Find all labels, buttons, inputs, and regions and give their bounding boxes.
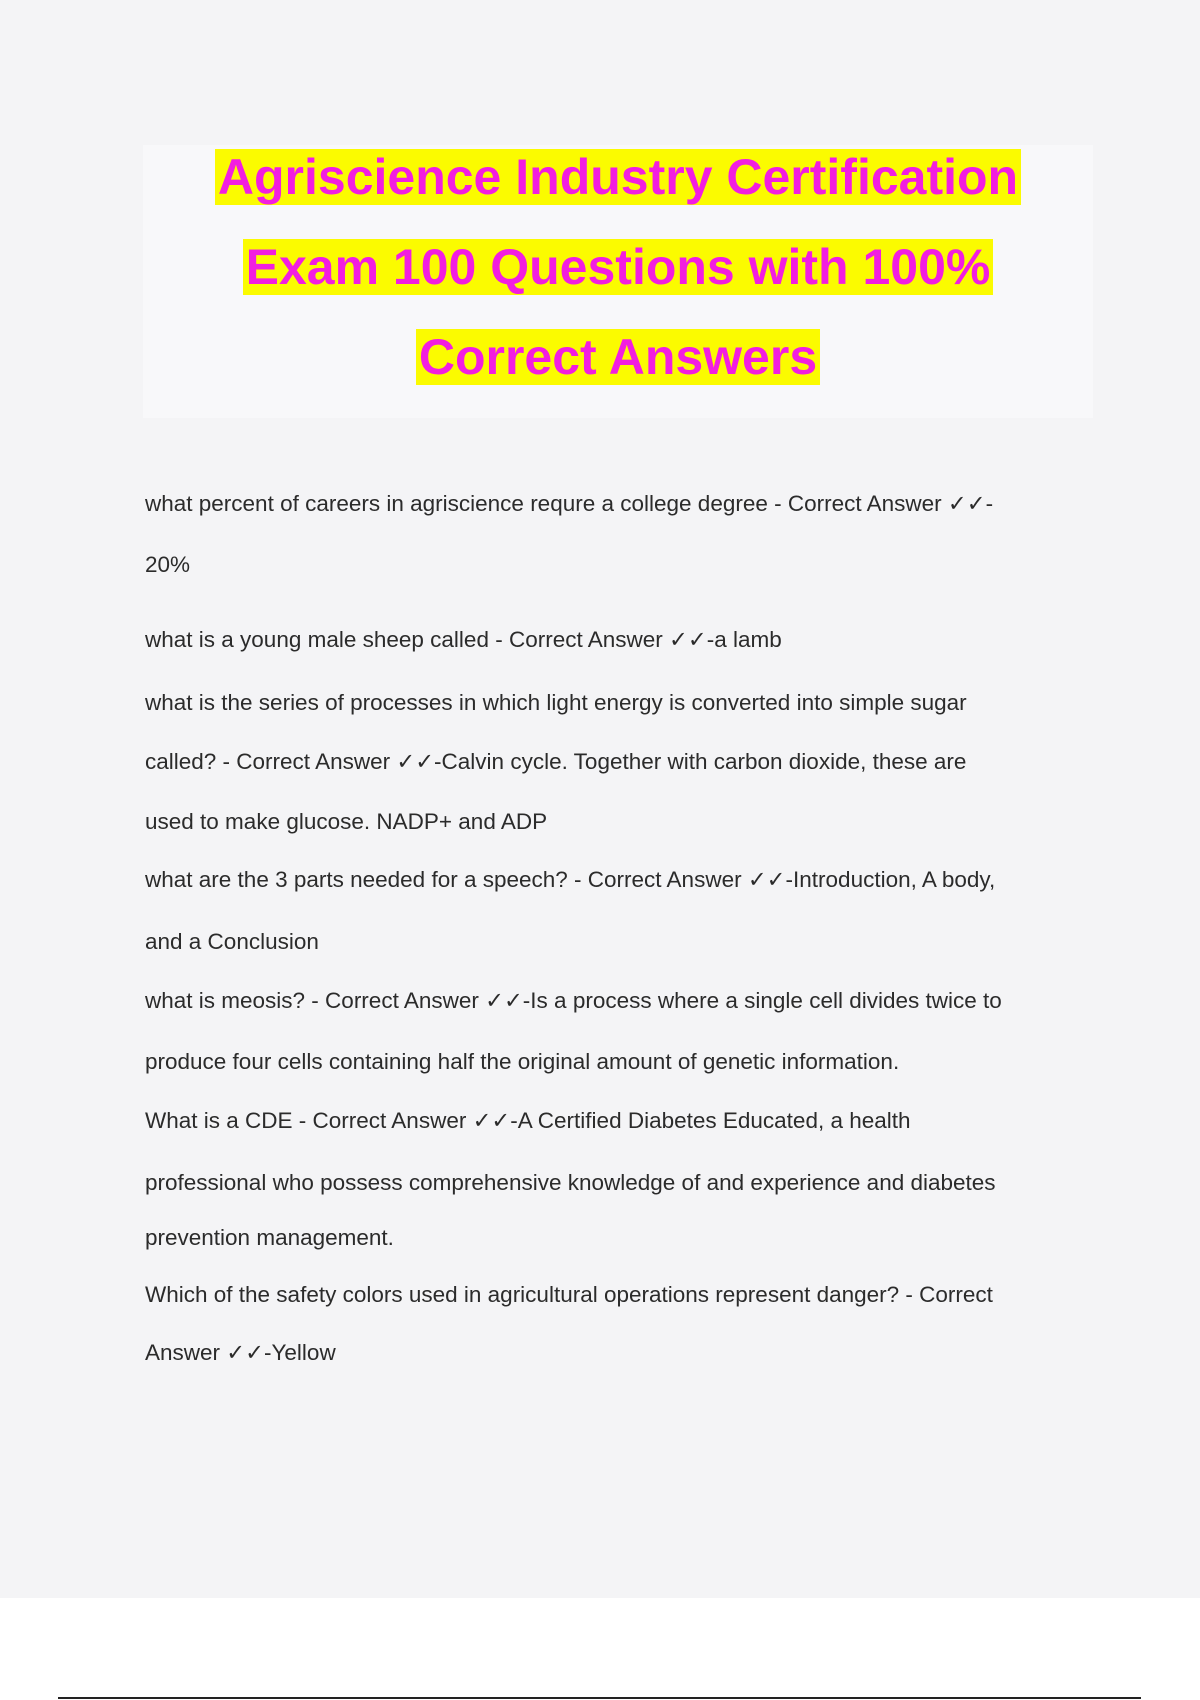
qa-line-12: professional who possess comprehensive knowledge of and experience and diabetes: [145, 1170, 996, 1195]
document-title-text-1: Agriscience Industry Certification: [215, 149, 1021, 205]
qa-line-7: what are the 3 parts needed for a speech? - Correct Answer ✓✓-Introduction, A body,: [145, 867, 996, 892]
qa-line-5: called? - Correct Answer ✓✓-Calvin cycle. Together with carbon dioxide, these are: [145, 749, 967, 774]
qa-line-9: what is meosis? - Correct Answer ✓✓-Is a process where a single cell divides twice to: [145, 988, 1002, 1013]
qa-line-6: used to make glucose. NADP+ and ADP: [145, 809, 548, 834]
qa-line-11: What is a CDE - Correct Answer ✓✓-A Certified Diabetes Educated, a health: [145, 1108, 911, 1133]
document-title-text-3: Correct Answers: [416, 329, 820, 385]
qa-line-13: prevention management.: [145, 1225, 394, 1250]
qa-line-8: and a Conclusion: [145, 929, 319, 954]
qa-line-15: Answer ✓✓-Yellow: [145, 1340, 336, 1365]
qa-line-4: what is the series of processes in which light energy is converted into simple sugar: [145, 690, 967, 715]
qa-line-14: Which of the safety colors used in agricultural operations represent danger? - Correct: [145, 1282, 993, 1307]
qa-line-2: 20%: [145, 552, 191, 577]
document-title-line-2: [143, 238, 1093, 296]
document-title-line-1: [143, 148, 1093, 206]
qa-line-1: what percent of careers in agriscience requre a college degree - Correct Answer ✓✓-: [145, 491, 994, 516]
footer-rule: [58, 1697, 1141, 1699]
document-title-text-2: Exam 100 Questions with 100%: [243, 239, 994, 295]
qa-line-3: what is a young male sheep called - Correct Answer ✓✓-a lamb: [145, 627, 782, 652]
document-title-line-3: [143, 328, 1093, 386]
qa-line-10: produce four cells containing half the original amount of genetic information.: [145, 1049, 900, 1074]
